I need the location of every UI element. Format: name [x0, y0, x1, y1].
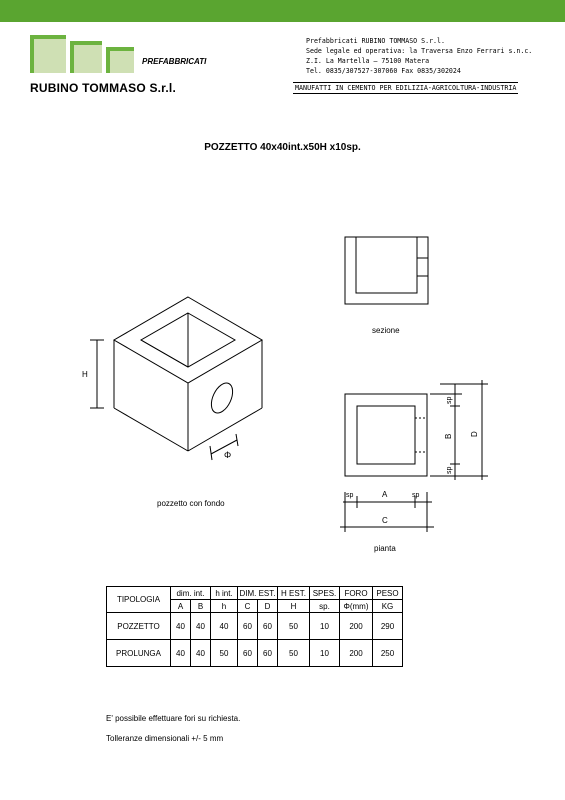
subheader-cell: Φ(mm) [340, 600, 373, 613]
table-row [107, 613, 403, 640]
header-dim-est: DIM. EST. [239, 588, 276, 598]
iso-caption: pozzetto con fondo [157, 499, 225, 508]
table-cell: 40 [211, 613, 238, 640]
header-tipologia: TIPOLOGIA [107, 587, 171, 613]
header-foro: FORO [340, 587, 373, 600]
header-dim-int: dim. int. [171, 587, 211, 600]
table-cell: 60 [258, 640, 278, 667]
table-cell: 50 [278, 613, 310, 640]
table-cell: PROLUNGA [107, 640, 171, 667]
table-cell: 200 [340, 613, 373, 640]
table-cell: 40 [171, 613, 191, 640]
label-h: H [82, 370, 88, 379]
label-sp-top: sp [446, 396, 453, 404]
document-title: POZZETTO 40x40int.x50H x10sp. [204, 142, 361, 153]
table-cell: 40 [191, 640, 211, 667]
label-d: D [470, 431, 479, 437]
table-cell: 200 [340, 640, 373, 667]
table-header-row [107, 587, 403, 600]
subheader-cell: H [278, 600, 310, 613]
header-spes: SPES. [310, 587, 340, 600]
table-cell: 10 [310, 640, 340, 667]
subheader-cell: D [258, 600, 278, 613]
table-cell: 50 [211, 640, 238, 667]
company-tagline: MANUFATTI IN CEMENTO PER EDILIZIA-AGRICOLTURA-INDUSTRIA [295, 84, 517, 92]
table-cell: POZZETTO [107, 613, 171, 640]
table-cell: 250 [373, 640, 403, 667]
section-caption: sezione [372, 326, 400, 335]
section-view [345, 237, 428, 304]
specifications-table [106, 586, 403, 667]
table-cell: 60 [238, 640, 258, 667]
label-b: B [444, 433, 453, 439]
company-name: RUBINO TOMMASO S.r.l. [30, 81, 176, 95]
label-sp-bottom: sp [446, 466, 453, 474]
table-cell: 290 [373, 613, 403, 640]
subheader-cell: h [211, 600, 238, 613]
note-tolerance: Tolleranze dimensionali +/- 5 mm [106, 734, 224, 743]
table-cell: 50 [278, 640, 310, 667]
address-line: Prefabbricati RUBINO TOMMASO S.r.l. [306, 37, 445, 45]
label-a: A [382, 490, 388, 499]
subheader-cell: KG [373, 600, 403, 613]
label-sp-right: sp [412, 492, 420, 499]
label-sp-left: sp [346, 492, 354, 499]
plan-view [340, 380, 488, 532]
address-line: Z.I. La Martella — 75100 Matera [306, 57, 430, 65]
note-holes: E' possibile effettuare fori su richiesta. [106, 714, 241, 723]
brand-label: PREFABBRICATI [142, 57, 207, 66]
isometric-view [90, 297, 262, 460]
table-cell: 10 [310, 613, 340, 640]
address-line: Sede legale ed operativa: la Traversa Enzo Ferrari s.n.c. [306, 47, 533, 55]
header-h-int: h int. [211, 587, 238, 600]
subheader-cell: sp. [310, 600, 340, 613]
table-row [107, 640, 403, 667]
label-c: C [382, 516, 388, 525]
plan-caption: pianta [374, 544, 396, 553]
subheader-cell: C [238, 600, 258, 613]
table-cell: 40 [191, 613, 211, 640]
subheader-cell: A [171, 600, 191, 613]
label-phi: Φ [224, 450, 232, 460]
header-peso: PESO [373, 587, 403, 600]
subheader-cell: B [191, 600, 211, 613]
address-line: Tel. 0835/307527-307060 Fax 0835/302024 [306, 67, 461, 75]
header-h-est: H EST. [278, 587, 310, 600]
table-cell: 60 [238, 613, 258, 640]
table-cell: 40 [171, 640, 191, 667]
table-cell: 60 [258, 613, 278, 640]
